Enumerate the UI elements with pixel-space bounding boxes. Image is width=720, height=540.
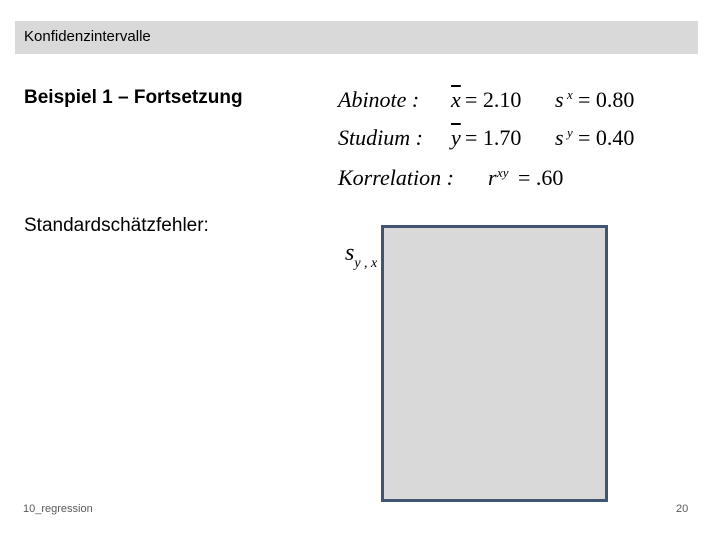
mean-symbol-y: $\overline{y}$: [451, 125, 461, 150]
corr-sub-xy: xy: [497, 165, 509, 180]
page-number: 20: [676, 503, 689, 515]
sd-symbol-x: s: [555, 87, 564, 112]
corr-value: = .60: [518, 165, 564, 190]
sd-sub-x: x: [567, 87, 573, 102]
mean-symbol-x: $\overline{x}$: [451, 87, 461, 112]
mean-value-y: = 1.70: [465, 125, 522, 150]
formula-cover-box: [381, 225, 608, 502]
formula-label-studium: Studium :: [338, 125, 423, 150]
sd-symbol-y: s: [555, 125, 564, 150]
standard-error-symbol: [345, 240, 378, 271]
standard-error-s: s: [345, 240, 355, 266]
header-bar: [15, 21, 698, 54]
mean-value-x: = 2.10: [465, 87, 522, 112]
sd-sub-y: y: [567, 125, 573, 140]
formula-label-korrelation: Korrelation :: [338, 165, 454, 190]
header-title: Konfidenzintervalle: [24, 28, 151, 45]
footer-filename: 10_regression: [23, 503, 93, 515]
standard-error-sub: y , x: [354, 256, 378, 271]
sd-value-x: = 0.80: [578, 87, 635, 112]
standard-error-label: Standardschätzfehler:: [24, 215, 209, 236]
formula-label-abinote: Abinote :: [338, 87, 420, 112]
corr-symbol-r: r: [488, 165, 497, 190]
sd-value-y: = 0.40: [578, 125, 635, 150]
slide-subtitle: Beispiel 1 – Fortsetzung: [24, 87, 243, 108]
